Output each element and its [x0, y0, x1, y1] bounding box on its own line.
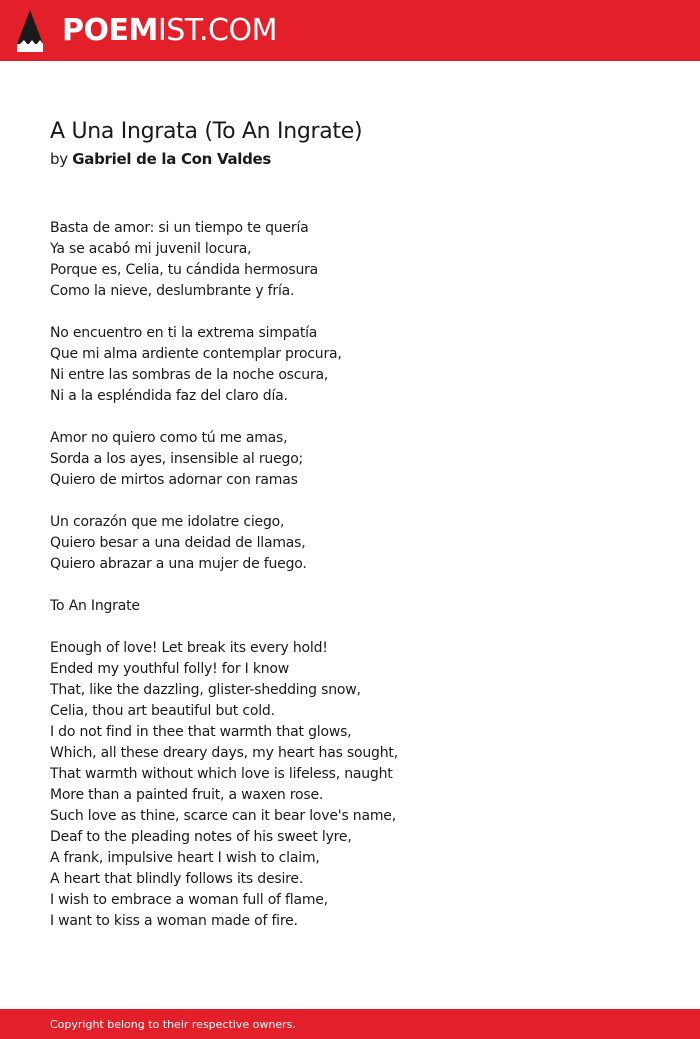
- poem-line: I want to kiss a woman made of fire.: [50, 913, 298, 929]
- poem-body: [50, 218, 650, 932]
- poem-line: Quiero besar a una deidad de llamas,: [50, 535, 306, 551]
- stanza-gap: [50, 617, 650, 638]
- poem-byline: [50, 148, 271, 170]
- stanza-gap: [50, 407, 650, 428]
- poem-line: Ni entre las sombras de la noche oscura,: [50, 367, 329, 383]
- poem-line: Quiero de mirtos adornar con ramas: [50, 472, 298, 488]
- stanza-gap: [50, 302, 650, 323]
- poem-line: A heart that blindly follows its desire.: [50, 871, 304, 887]
- poem-line: That, like the dazzling, glister-shedding snow,: [50, 682, 361, 698]
- poem-line: Which, all these dreary days, my heart has sought,: [50, 745, 398, 761]
- site-footer: [0, 1009, 700, 1039]
- poem-line: Que mi alma ardiente contemplar procura,: [50, 346, 342, 362]
- site-logo[interactable]: [62, 12, 277, 50]
- poem-line: Celia, thou art beautiful but cold.: [50, 703, 275, 719]
- pencil-icon[interactable]: [17, 10, 43, 52]
- poem-line: Ya se acabó mi juvenil locura,: [50, 241, 252, 257]
- poem-line: To An Ingrate: [50, 598, 140, 614]
- copyright-notice: Copyright belong to their respective owners.: [50, 1018, 296, 1031]
- logo-brand-bold: POEM: [62, 13, 158, 48]
- poem-line: Porque es, Celia, tu cándida hermosura: [50, 262, 319, 278]
- poem-line: A frank, impulsive heart I wish to claim,: [50, 850, 320, 866]
- poem-line: Sorda a los ayes, insensible al ruego;: [50, 451, 304, 467]
- poem-author: Gabriel de la Con Valdes: [72, 150, 272, 168]
- poem-line: That warmth without which love is lifeless, naught: [50, 766, 393, 782]
- poem-line: I do not find in thee that warmth that glows,: [50, 724, 352, 740]
- poem-title: A Una Ingrata (To An Ingrate): [50, 119, 363, 144]
- poem-line: Amor no quiero como tú me amas,: [50, 430, 288, 446]
- poem-line: Enough of love! Let break its every hold!: [50, 640, 328, 656]
- by-label: by: [50, 150, 68, 168]
- poem-line: No encuentro en ti la extrema simpatía: [50, 325, 318, 341]
- poem-line: Deaf to the pleading notes of his sweet lyre,: [50, 829, 352, 845]
- poem-line: Such love as thine, scarce can it bear love's name,: [50, 808, 396, 824]
- stanza-gap: [50, 491, 650, 512]
- poem-line: More than a painted fruit, a waxen rose.: [50, 787, 324, 803]
- site-header: [0, 0, 700, 61]
- poem-line: Quiero abrazar a una mujer de fuego.: [50, 556, 307, 572]
- poem-line: Basta de amor: si un tiempo te quería: [50, 220, 309, 236]
- poem-line: Ni a la espléndida faz del claro día.: [50, 388, 288, 404]
- poem-line: Como la nieve, deslumbrante y fría.: [50, 283, 295, 299]
- poem-line: Un corazón que me idolatre ciego,: [50, 514, 285, 530]
- logo-brand-light: IST.COM: [157, 13, 277, 48]
- poem-line: Ended my youthful folly! for I know: [50, 661, 290, 677]
- stanza-gap: [50, 575, 650, 596]
- poem-line: I wish to embrace a woman full of flame,: [50, 892, 328, 908]
